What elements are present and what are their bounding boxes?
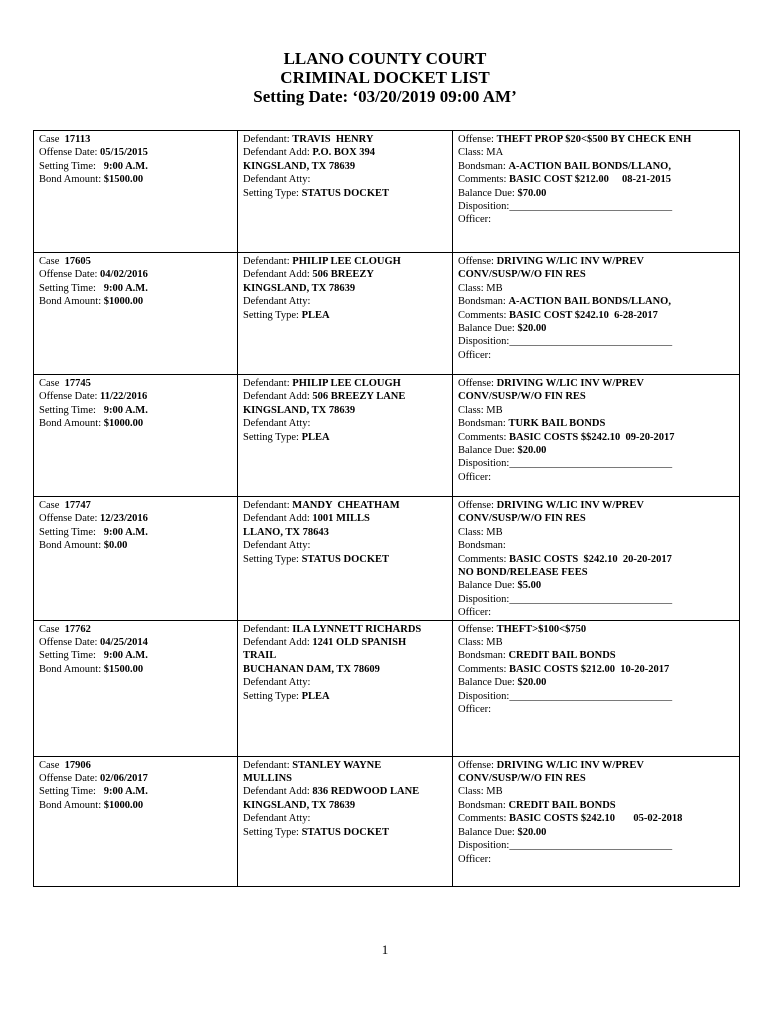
bond-amount: $1000.00 (103, 799, 144, 811)
offense-class: MA (486, 147, 504, 159)
case-number: 17747 (64, 500, 91, 511)
defendant-address: 836 REDWOOD LANE (312, 786, 420, 798)
offense-class: MB (486, 526, 503, 538)
defendant-address: KINGSLAND, TX 78639 (243, 799, 356, 811)
setting-time: 9:00 A.M. (103, 650, 148, 662)
defendant-address: KINGSLAND, TX 78639 (243, 282, 356, 294)
case-number: 17745 (64, 378, 91, 389)
setting-date: Setting Date: ‘03/20/2019 09:00 AM’ (253, 87, 517, 106)
defendant-name: MULLINS (243, 773, 293, 785)
defendant-address: TRAIL (243, 650, 277, 662)
comments: NO BOND/RELEASE FEES (458, 567, 588, 579)
bondsman: A-ACTION BAIL BONDS/LLANO, (508, 160, 671, 172)
setting-time: 9:00 A.M. (103, 160, 148, 172)
bond-amount: $1000.00 (103, 418, 144, 430)
docket-row (34, 253, 740, 375)
defendant-atty: Defendant Atty: (243, 418, 311, 430)
balance-due: $20.00 (517, 826, 547, 838)
balance-due: $5.00 (517, 580, 542, 592)
offense: DRIVING W/LIC INV W/PREV (496, 500, 644, 511)
setting-time: 9:00 A.M. (103, 282, 148, 294)
court-name: LLANO COUNTY COURT (283, 49, 487, 68)
balance-due: $20.00 (517, 677, 547, 689)
docket-row (34, 375, 740, 497)
defendant-name: TRAVIS HENRY (292, 134, 374, 145)
offense: CONV/SUSP/W/O FIN RES (458, 269, 586, 281)
setting-type: STATUS DOCKET (301, 826, 390, 838)
defendant-address: 1241 OLD SPANISH (312, 637, 407, 649)
offense-class: MB (486, 786, 503, 798)
docket-table (33, 130, 740, 887)
defendant-name: MANDY CHEATHAM (292, 500, 400, 511)
list-title: CRIMINAL DOCKET LIST (280, 68, 490, 87)
comments: BASIC COSTS $242.10 20-20-2017 (509, 553, 672, 565)
defendant-address: P.O. BOX 394 (312, 147, 376, 159)
setting-type: STATUS DOCKET (301, 187, 390, 199)
setting-type: STATUS DOCKET (301, 553, 390, 565)
officer: Officer: (458, 214, 492, 226)
defendant-address: 506 BREEZY (312, 269, 374, 281)
comments: BASIC COSTS $$242.10 09-20-2017 (509, 431, 675, 443)
defendant-name: STANLEY WAYNE (292, 759, 382, 771)
offense-date: 04/25/2014 (100, 637, 148, 649)
case-info-cell: Case 17113 Offense Date: 05/15/2015 Setting Time: 9:00 A.M. Bond Amount: $1500.00 (34, 131, 238, 253)
defendant-address: 1001 MILLS (312, 513, 370, 525)
case-info-cell: Case 17762 Offense Date: 04/25/2014 Setting Time: 9:00 A.M. Bond Amount: $1500.00 (34, 620, 238, 756)
offense: THEFT>$100<$750 (496, 623, 587, 635)
balance-due: $20.00 (517, 445, 547, 457)
offense-date: 11/22/2016 (100, 391, 148, 403)
offense: DRIVING W/LIC INV W/PREV (496, 256, 644, 267)
disposition: Disposition:_______________________________ (458, 336, 673, 348)
docket-row (34, 620, 740, 756)
disposition: Disposition:_______________________________ (458, 840, 673, 852)
offense-date: 04/02/2016 (100, 269, 148, 281)
case-number: 17605 (64, 256, 91, 267)
case-info-cell: Case 17745 Offense Date: 11/22/2016 Setting Time: 9:00 A.M. Bond Amount: $1000.00 (34, 375, 238, 497)
setting-time: 9:00 A.M. (103, 786, 148, 798)
case-info-cell: Case 17605 Offense Date: 04/02/2016 Setting Time: 9:00 A.M. Bond Amount: $1000.00 (34, 253, 238, 375)
defendant-cell: Defendant: PHILIP LEE CLOUGH Defendant Add: 506 BREEZY LANE KINGSLAND, TX 78639 Defendant Atty: Setting Type: PLEA (238, 375, 453, 497)
offense-class: MB (486, 404, 503, 416)
defendant-atty: Defendant Atty: (243, 813, 311, 825)
comments: BASIC COST $242.10 6-28-2017 (509, 309, 658, 321)
defendant-cell: Defendant: PHILIP LEE CLOUGH Defendant Add: 506 BREEZY KINGSLAND, TX 78639 Defendant Atty: Setting Type: PLEA (238, 253, 453, 375)
offense: THEFT PROP $20<$500 BY CHECK ENH (496, 134, 692, 145)
disposition: Disposition:_______________________________ (458, 458, 673, 470)
offense-class: MB (486, 282, 503, 294)
offense-date: 05/15/2015 (100, 147, 148, 159)
setting-time: 9:00 A.M. (103, 526, 148, 538)
defendant-name: ILA LYNNETT RICHARDS (292, 623, 422, 635)
docket-row (34, 497, 740, 621)
defendant-cell: Defendant: STANLEY WAYNE MULLINS Defendant Add: 836 REDWOOD LANE KINGSLAND, TX 78639 Defendant Atty: Setting Type: STATUS DOCKET (238, 756, 453, 886)
bond-amount: $1500.00 (103, 174, 144, 186)
offense: CONV/SUSP/W/O FIN RES (458, 773, 586, 785)
offense: CONV/SUSP/W/O FIN RES (458, 513, 586, 525)
offense-date: 02/06/2017 (100, 773, 148, 785)
bond-amount: $1500.00 (103, 663, 144, 675)
disposition: Disposition:_______________________________ (458, 690, 673, 702)
offense-cell: Offense: THEFT>$100<$750 Class: MB Bondsman: CREDIT BAIL BONDS Comments: BASIC COSTS $212.00 10-20-2017 Balance Due: $20.00 Disposition:_______________________________ Officer: (453, 620, 740, 756)
document-header (0, 49, 770, 106)
officer: Officer: (458, 704, 492, 716)
defendant-address: BUCHANAN DAM, TX 78609 (243, 663, 380, 675)
officer: Officer: (458, 471, 492, 483)
defendant-address: KINGSLAND, TX 78639 (243, 404, 356, 416)
offense: CONV/SUSP/W/O FIN RES (458, 391, 586, 403)
officer: Officer: (458, 607, 492, 619)
bondsman: TURK BAIL BONDS (508, 418, 606, 430)
case-info-cell: Case 17747 Offense Date: 12/23/2016 Setting Time: 9:00 A.M. Bond Amount: $0.00 (34, 497, 238, 621)
balance-due: $20.00 (517, 323, 547, 335)
docket-row (34, 756, 740, 886)
defendant-name: PHILIP LEE CLOUGH (292, 256, 401, 267)
defendant-cell: Defendant: MANDY CHEATHAM Defendant Add: 1001 MILLS LLANO, TX 78643 Defendant Atty: Setting Type: STATUS DOCKET (238, 497, 453, 621)
offense-cell: Offense: THEFT PROP $20<$500 BY CHECK ENH Class: MA Bondsman: A-ACTION BAIL BONDS/LLANO, Comments: BASIC COST $212.00 08-21-2015 Balance Due: $70.00 Disposition:_______________________________ Officer: (453, 131, 740, 253)
setting-type: PLEA (301, 690, 330, 702)
defendant-name: PHILIP LEE CLOUGH (292, 378, 401, 389)
defendant-atty: Defendant Atty: (243, 677, 311, 689)
offense: DRIVING W/LIC INV W/PREV (496, 378, 644, 389)
bond-amount: $1000.00 (103, 296, 144, 308)
defendant-address: KINGSLAND, TX 78639 (243, 160, 356, 172)
defendant-atty: Defendant Atty: (243, 296, 311, 308)
comments: BASIC COSTS $212.00 10-20-2017 (509, 663, 670, 675)
case-info-cell: Case 17906 Offense Date: 02/06/2017 Setting Time: 9:00 A.M. Bond Amount: $1000.00 (34, 756, 238, 886)
offense-class: MB (486, 637, 503, 649)
comments: BASIC COST $212.00 08-21-2015 (509, 174, 672, 186)
offense-date: 12/23/2016 (100, 513, 148, 525)
officer: Officer: (458, 349, 492, 361)
defendant-atty: Defendant Atty: (243, 540, 311, 552)
offense-cell: Offense: DRIVING W/LIC INV W/PREV CONV/SUSP/W/O FIN RES Class: MB Bondsman: TURK BAIL BONDS Comments: BASIC COSTS $$242.10 09-20-2017 Balance Due: $20.00 Disposition:_______________________________ Officer: (453, 375, 740, 497)
comments: BASIC COSTS $242.10 05-02-2018 (509, 813, 683, 825)
defendant-atty: Defendant Atty: (243, 174, 311, 186)
bond-amount: $0.00 (103, 540, 128, 552)
disposition: Disposition:_______________________________ (458, 201, 673, 213)
disposition: Disposition:_______________________________ (458, 593, 673, 605)
setting-type: PLEA (301, 431, 330, 443)
defendant-cell: Defendant: ILA LYNNETT RICHARDS Defendant Add: 1241 OLD SPANISH TRAIL BUCHANAN DAM, TX 78609 Defendant Atty: Setting Type: PLEA (238, 620, 453, 756)
setting-time: 9:00 A.M. (103, 404, 148, 416)
defendant-address: LLANO, TX 78643 (243, 526, 329, 538)
offense: DRIVING W/LIC INV W/PREV (496, 759, 644, 771)
offense-cell: Offense: DRIVING W/LIC INV W/PREV CONV/SUSP/W/O FIN RES Class: MB Bondsman: Comments: BASIC COSTS $242.10 20-20-2017 NO BOND/RELEASE FEES Balance Due: $5.00 Disposition:_______________________________ Officer: (453, 497, 740, 621)
offense-cell: Offense: DRIVING W/LIC INV W/PREV CONV/SUSP/W/O FIN RES Class: MB Bondsman: A-ACTION BAIL BONDS/LLANO, Comments: BASIC COST $242.10 6-28-2017 Balance Due: $20.00 Disposition:_______________________________ Officer: (453, 253, 740, 375)
balance-due: $70.00 (517, 187, 547, 199)
page-number: 1 (381, 942, 389, 957)
case-number: 17762 (64, 623, 91, 635)
case-number: 17113 (64, 134, 91, 145)
bondsman: CREDIT BAIL BONDS (508, 650, 616, 662)
offense-cell: Offense: DRIVING W/LIC INV W/PREV CONV/SUSP/W/O FIN RES Class: MB Bondsman: CREDIT BAIL BONDS Comments: BASIC COSTS $242.10 05-02-2018 Balance Due: $20.00 Disposition:_______________________________ Officer: (453, 756, 740, 886)
bondsman: A-ACTION BAIL BONDS/LLANO, (508, 296, 671, 308)
defendant-cell: Defendant: TRAVIS HENRY Defendant Add: P.O. BOX 394 KINGSLAND, TX 78639 Defendant Atty: Setting Type: STATUS DOCKET (238, 131, 453, 253)
defendant-address: 506 BREEZY LANE (312, 391, 406, 403)
case-number: 17906 (64, 759, 91, 771)
setting-type: PLEA (301, 309, 330, 321)
officer: Officer: (458, 853, 492, 865)
bondsman: CREDIT BAIL BONDS (508, 799, 616, 811)
docket-row (34, 131, 740, 253)
